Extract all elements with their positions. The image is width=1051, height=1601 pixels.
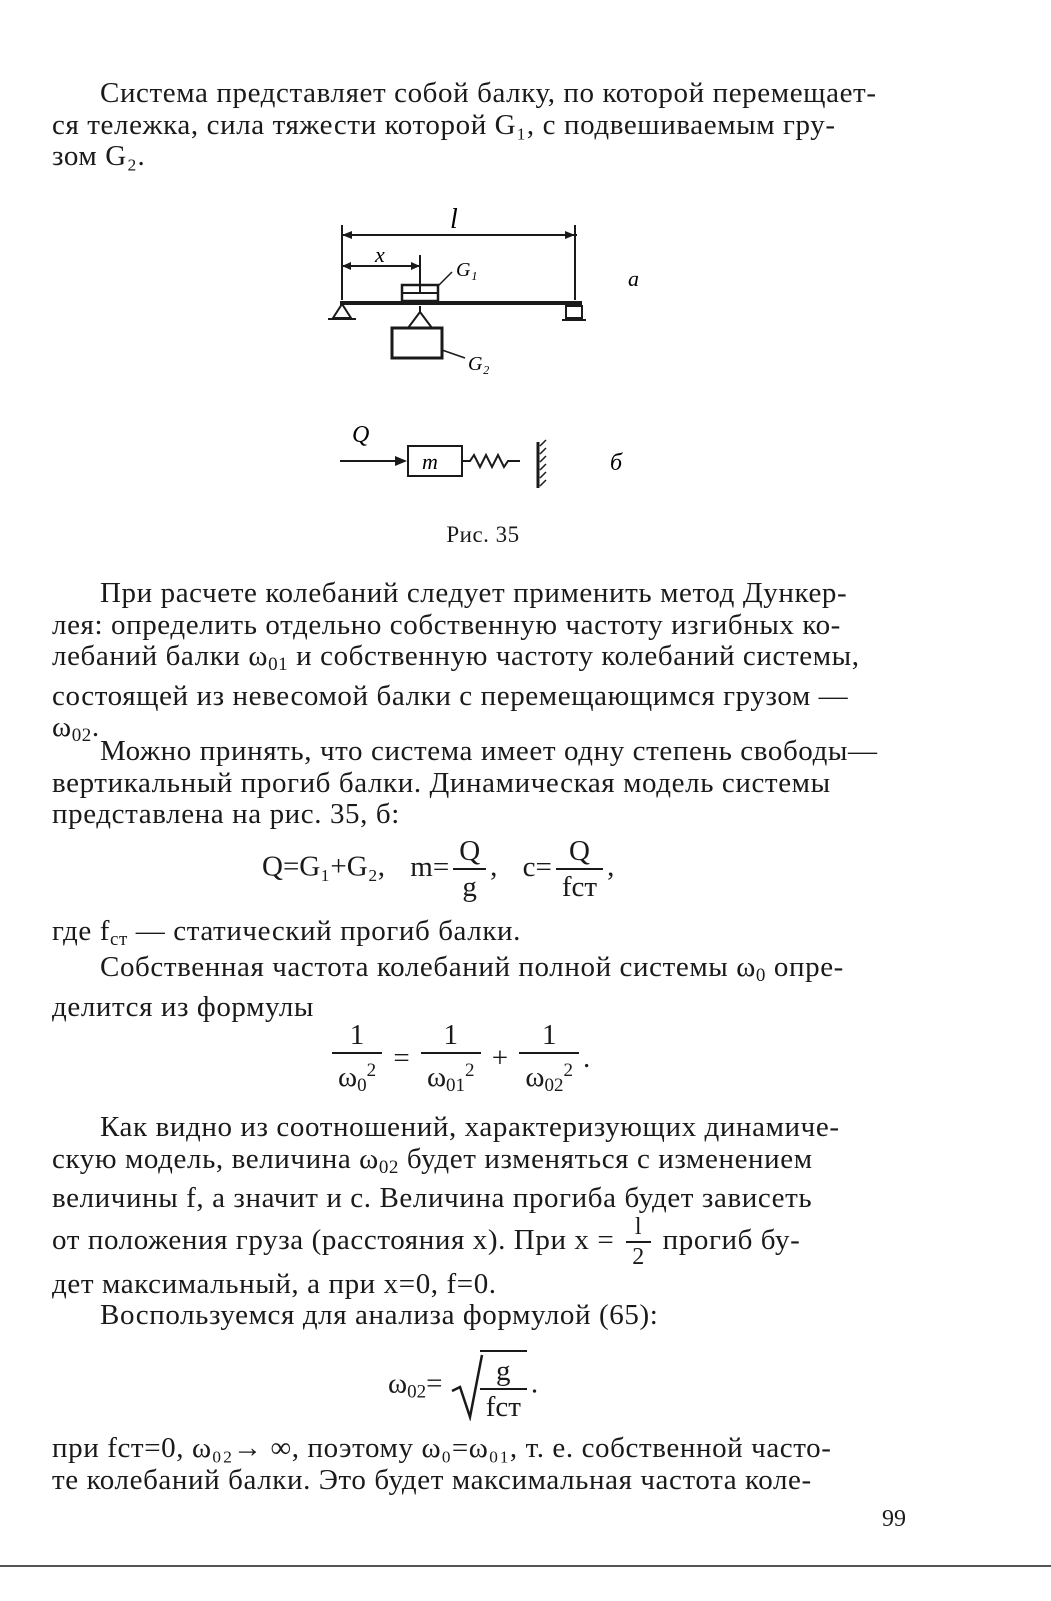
numerator: l (626, 1215, 651, 1243)
text-line: делится из формулы (52, 990, 315, 1023)
formula-term: Q=G₁+G₂, (262, 850, 386, 883)
fraction (421, 1020, 481, 1101)
roller-support (566, 306, 582, 318)
paragraph-conclusion (52, 1433, 940, 1496)
subscript: 02 (71, 725, 92, 746)
formula-term: . (583, 1042, 591, 1075)
radical-sign (450, 1351, 484, 1421)
subscript: 0 (755, 965, 767, 986)
pin-support (333, 304, 351, 318)
text-span: прогиб бу- (662, 1223, 801, 1256)
figure-caption: Рис. 35 (446, 522, 520, 547)
paragraph-formula-ref (52, 1300, 940, 1332)
paragraph-model (52, 736, 940, 831)
arrow-head (565, 231, 575, 239)
figure-35a-beam (320, 200, 650, 405)
text-line: ся тележка, сила тяжести которой G₁, с подвешиваемым гру- (52, 108, 836, 141)
text-line (52, 916, 940, 956)
paragraph-analysis (52, 1112, 940, 1300)
leader-line-g2 (442, 350, 465, 358)
text-span: Собственная частота колебаний полной системы ω (100, 951, 756, 983)
paragraph-intro (52, 78, 940, 173)
paragraph-static-deflection (52, 916, 940, 956)
formula-term: + (491, 1042, 509, 1075)
figure-35b-model (330, 418, 650, 503)
text-line: величины f, а значит и c. Величина прогиба будет зависеть (52, 1182, 813, 1214)
subscript: 01 (446, 1075, 466, 1096)
omega-symbol: ω (525, 1061, 545, 1093)
arrow-head (411, 262, 420, 270)
formula-term: = (393, 1042, 410, 1075)
label-b: б (610, 450, 623, 476)
text-line: Система представляет собой балку, по которой перемещает- (100, 77, 877, 109)
text-line (52, 952, 940, 992)
text-line: зом G₂. (52, 140, 146, 172)
arrow-head (342, 262, 351, 270)
denominator: fст (561, 871, 598, 903)
page-number: 99 (882, 1506, 906, 1532)
fraction (332, 1020, 382, 1101)
text-line: При расчете колебаний следует применить метод Дункер- (100, 577, 848, 609)
numerator: Q (556, 836, 603, 870)
formula-term: , (607, 850, 615, 883)
fraction (480, 1350, 527, 1422)
subscript: 0 (357, 1075, 367, 1096)
fraction (519, 1020, 579, 1101)
text-line (52, 641, 940, 681)
scan-edge-line (0, 1565, 1051, 1567)
numerator: 1 (421, 1020, 481, 1054)
text-line: представлена на рис. 35, б: (52, 798, 400, 830)
text-span: опре- (766, 951, 844, 983)
formula-term: m= (410, 850, 450, 883)
subscript: 02 (544, 1075, 564, 1096)
label-q: Q (352, 422, 370, 448)
text-span: и собственную частоту колебаний системы, (288, 640, 860, 672)
spring-mass-diagram (330, 418, 650, 498)
superscript: 2 (465, 1060, 475, 1081)
text-span: лебаний балки ω (52, 640, 269, 672)
label-g1: G₁ (456, 259, 478, 281)
text-span: будет изменяться с изменением (399, 1142, 813, 1175)
omega-symbol: ω (338, 1061, 358, 1093)
arrow-head (342, 231, 352, 239)
text-span: . (91, 711, 100, 743)
paragraph-natural-frequency (52, 952, 940, 1023)
denominator (519, 1054, 579, 1101)
label-g2: G₂ (468, 353, 490, 375)
denominator (332, 1054, 382, 1101)
text-line: те колебаний балки. Это будет максимальная частота коле- (52, 1463, 812, 1496)
superscript: 2 (366, 1060, 377, 1081)
text-line (52, 1215, 940, 1269)
subscript: 01 (268, 654, 289, 675)
fraction (556, 836, 603, 902)
hook (408, 306, 432, 328)
text-line: Воспользуемся для анализа формулой (65): (100, 1299, 659, 1331)
text-line: дет максимальный, а при x=0, f=0. (52, 1267, 497, 1300)
formula-term: = (426, 1367, 443, 1400)
text-span: — статический прогиб балки. (127, 915, 522, 947)
leader-line-g1 (438, 272, 452, 286)
arrow-head (395, 456, 407, 466)
load-g2 (392, 328, 442, 358)
beam-diagram (320, 200, 650, 400)
wall-hatching (540, 440, 546, 486)
text-line: при fст=0, ω₀₂→ ∞, поэтому ω₀=ω₀₁, т. е. собственной часто- (52, 1432, 832, 1464)
text-line: вертикальный прогиб балки. Динамическая модель системы (52, 766, 831, 799)
numerator: Q (453, 836, 486, 870)
text-line: Как видно из соотношений, характеризующих динамиче- (100, 1111, 840, 1143)
formula-term: , (490, 850, 498, 883)
text-line: Можно принять, что система имеет одну степень свободы— (100, 735, 878, 767)
subscript: 02 (407, 1381, 427, 1403)
omega-symbol: ω (388, 1367, 408, 1400)
text-line: состоящей из невесомой балки с перемещающимся грузом — (52, 679, 849, 712)
label-x: x (375, 242, 385, 267)
label-l: l (450, 204, 458, 235)
formula-omega02 (388, 1350, 538, 1422)
subscript: 02 (378, 1156, 400, 1178)
text-line: лея: определить отдельно собственную частоту изгибных ко- (52, 608, 841, 641)
formula-term: c= (522, 850, 552, 883)
denominator: fст (485, 1391, 521, 1423)
text-span: ω (52, 711, 72, 743)
numerator: g (480, 1356, 527, 1390)
paragraph-dunkerley (52, 578, 940, 752)
formula-term: . (530, 1367, 539, 1400)
subscript: ст (109, 929, 128, 950)
formula-dunkerley (328, 1020, 590, 1101)
fraction (626, 1215, 651, 1269)
text-span: скую модель, величина ω (52, 1142, 379, 1175)
label-m: m (422, 449, 438, 474)
spring (462, 455, 520, 467)
numerator: 1 (519, 1020, 579, 1054)
denominator: 2 (632, 1243, 645, 1270)
text-span: от положения груза (расстояния x). При x = (52, 1223, 615, 1256)
denominator (421, 1054, 481, 1101)
numerator: 1 (332, 1020, 382, 1054)
label-a: a (628, 266, 639, 291)
formula-mass-stiffness (262, 836, 614, 902)
text-line (52, 1144, 940, 1184)
omega-symbol: ω (426, 1061, 447, 1093)
text-span: где f (52, 915, 110, 947)
denominator: g (462, 871, 477, 903)
superscript: 2 (563, 1060, 573, 1081)
fraction (453, 836, 486, 902)
